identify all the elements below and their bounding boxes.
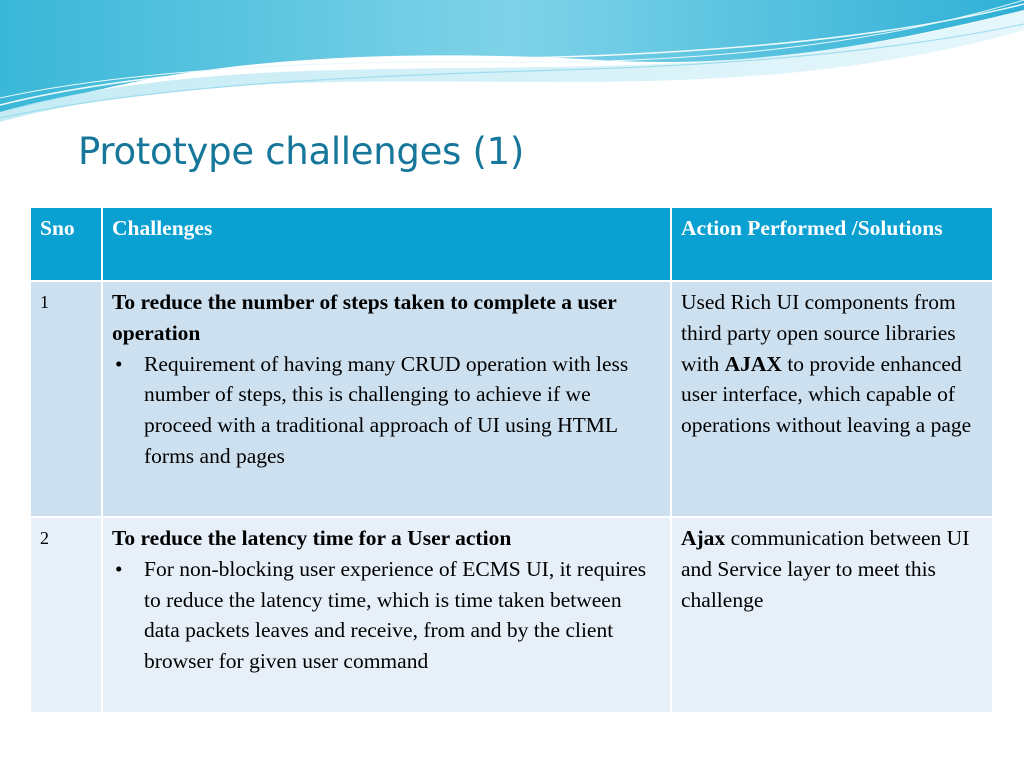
action-text: Used Rich UI components from third party open source libraries with xyxy=(681,290,956,376)
header-wave-decoration xyxy=(0,0,1024,125)
header-challenges: Challenges xyxy=(102,207,671,281)
challenges-table xyxy=(29,206,994,714)
table-row xyxy=(30,281,993,517)
row-action-cell xyxy=(671,281,993,517)
challenge-title: To reduce the number of steps taken to complete a user operation xyxy=(112,290,617,345)
header-sno: Sno xyxy=(30,207,102,281)
challenge-bullet: • Requirement of having many CRUD operation with less number of steps, this is challenging to achieve if we proceed with a traditional approach of UI using HTML forms and pages xyxy=(112,349,661,472)
row-sno: 1 xyxy=(30,281,102,517)
action-text-continued: communication between UI and Service layer to meet this challenge xyxy=(681,526,970,612)
action-keyword: Ajax xyxy=(681,526,726,550)
challenge-bullet-list xyxy=(112,554,661,677)
row-challenge-cell xyxy=(102,517,671,713)
challenge-bullet-list xyxy=(112,349,661,472)
challenge-bullet: • For non-blocking user experience of ECMS UI, it requires to reduce the latency time, which is time taken between data packets leaves and receive, from and by the client browser for given user command xyxy=(112,554,661,677)
table-row xyxy=(30,517,993,713)
action-keyword: AJAX xyxy=(724,351,782,376)
table-header-row xyxy=(30,207,993,281)
action-text-continued: to provide enhanced user interface, which capable of operations without leaving a page xyxy=(681,351,972,438)
row-action-cell xyxy=(671,517,993,713)
row-sno: 2 xyxy=(30,517,102,713)
row-challenge-cell xyxy=(102,281,671,517)
header-action: Action Performed /Solutions xyxy=(671,207,993,281)
challenge-title: To reduce the latency time for a User action xyxy=(112,526,512,550)
slide-title: Prototype challenges (1) xyxy=(78,130,524,173)
